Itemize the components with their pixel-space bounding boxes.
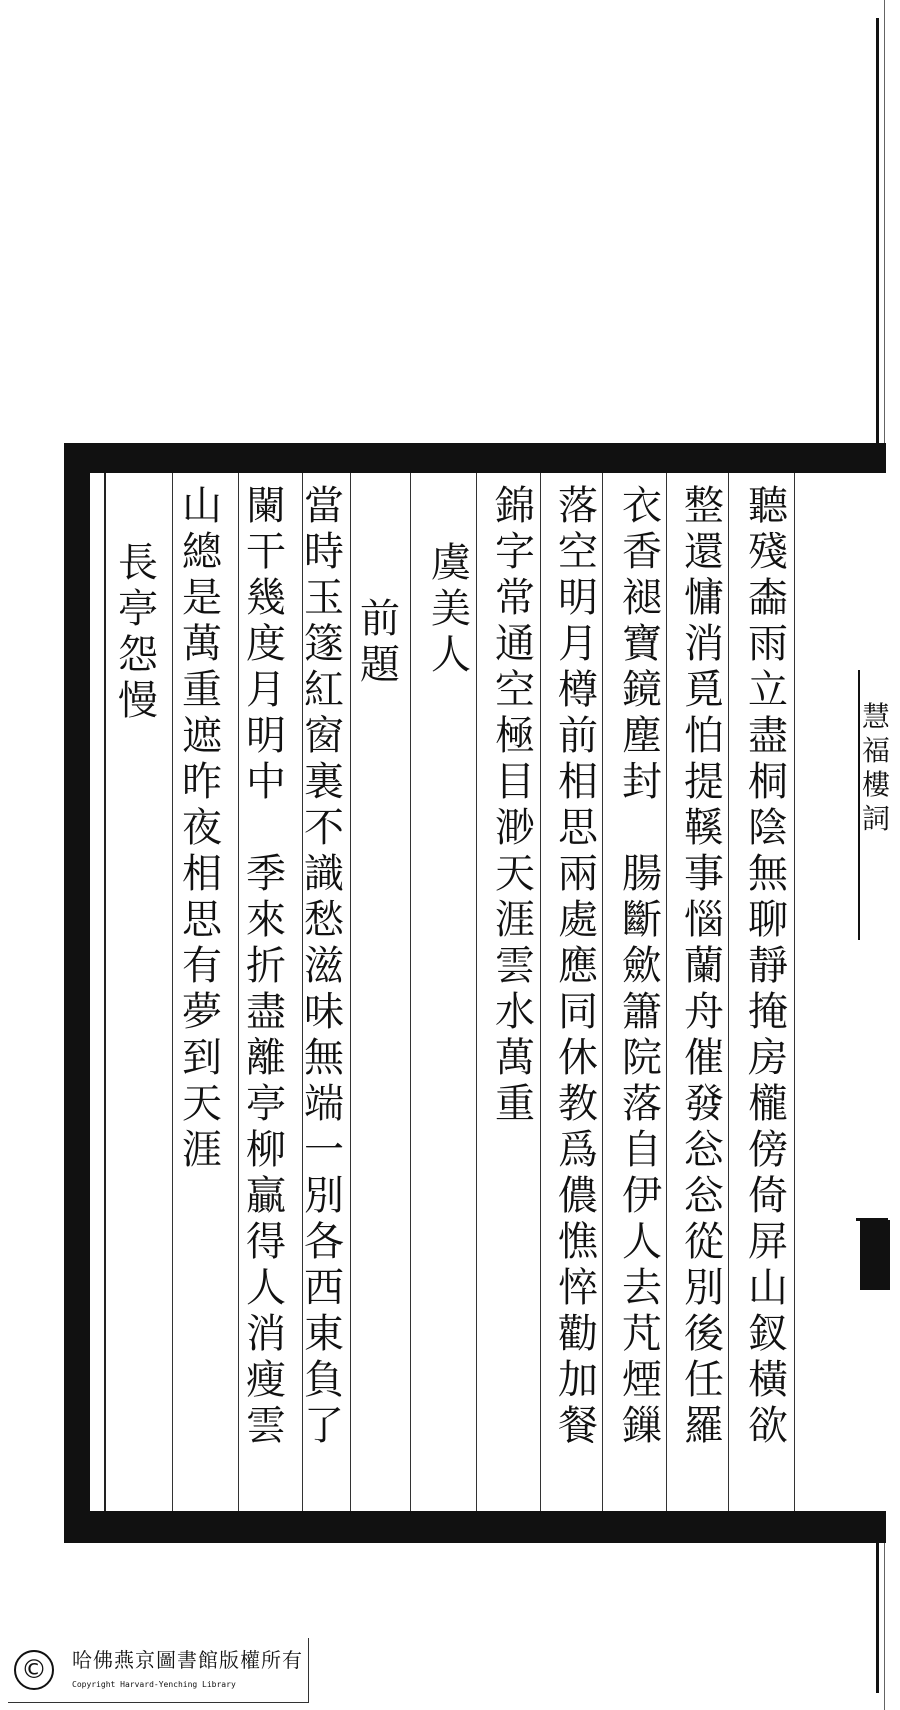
glyph: 水: [495, 989, 535, 1035]
glyph: 度: [246, 621, 286, 667]
copyright-chinese: 哈佛燕京圖書館版權所有: [72, 1648, 303, 1672]
glyph: 簫: [622, 989, 662, 1035]
glyph: 有: [182, 943, 222, 989]
glyph: 斷: [622, 897, 662, 943]
glyph: 詞: [862, 802, 891, 835]
glyph: 香: [622, 529, 662, 575]
glyph: 前: [558, 713, 598, 759]
edge-title: [862, 700, 890, 836]
glyph: 題: [360, 642, 400, 688]
glyph: 夢: [182, 989, 222, 1035]
glyph: 長: [118, 540, 158, 586]
text-column-10: [172, 483, 232, 1173]
glyph: 空: [558, 529, 598, 575]
glyph: 無: [748, 851, 788, 897]
glyph: 慢: [118, 678, 158, 724]
glyph: [619, 805, 665, 851]
glyph: 後: [684, 1311, 724, 1357]
glyph: [243, 805, 289, 851]
glyph: 教: [558, 1081, 598, 1127]
glyph: 人: [622, 1219, 662, 1265]
glyph: 天: [182, 1081, 222, 1127]
glyph: 干: [246, 529, 286, 575]
glyph: 勸: [558, 1311, 598, 1357]
glyph: 瘦: [246, 1357, 286, 1403]
glyph: 自: [622, 1127, 662, 1173]
glyph: 發: [684, 1081, 724, 1127]
glyph: 不: [304, 805, 344, 851]
glyph: 儂: [558, 1173, 598, 1219]
glyph: 消: [684, 621, 724, 667]
glyph: 雲: [246, 1403, 286, 1449]
glyph: 了: [304, 1403, 344, 1449]
glyph: 釵: [748, 1311, 788, 1357]
glyph: 山: [182, 483, 222, 529]
glyph: 涯: [182, 1127, 222, 1173]
glyph: 怨: [118, 632, 158, 678]
glyph: 西: [304, 1265, 344, 1311]
glyph: 天: [495, 851, 535, 897]
glyph: 味: [304, 989, 344, 1035]
glyph: 休: [558, 1035, 598, 1081]
glyph: 空: [495, 667, 535, 713]
glyph: 掩: [748, 989, 788, 1035]
glyph: 幾: [246, 575, 286, 621]
glyph: 衣: [622, 483, 662, 529]
glyph: 離: [246, 1035, 286, 1081]
glyph: 滋: [304, 943, 344, 989]
glyph: 褪: [622, 575, 662, 621]
glyph: 處: [558, 897, 598, 943]
glyph: 明: [246, 713, 286, 759]
glyph: 鞵: [684, 805, 724, 851]
glyph: 怕: [684, 713, 724, 759]
glyph: 整: [684, 483, 724, 529]
glyph: 靜: [748, 943, 788, 989]
glyph: 悴: [558, 1265, 598, 1311]
glyph: 闌: [246, 483, 286, 529]
glyph: 福: [862, 734, 891, 767]
text-column-9: [236, 483, 296, 1449]
glyph: 月: [558, 621, 598, 667]
glyph: 羅: [684, 1403, 724, 1449]
glyph: 亭: [246, 1081, 286, 1127]
glyph: 應: [558, 943, 598, 989]
glyph: 蘭: [684, 943, 724, 989]
glyph: 塵: [622, 713, 662, 759]
glyph: 明: [558, 575, 598, 621]
glyph: 院: [622, 1035, 662, 1081]
glyph: 重: [182, 667, 222, 713]
glyph: 聊: [748, 897, 788, 943]
glyph: 美: [431, 586, 471, 632]
glyph: 腸: [622, 851, 662, 897]
glyph: 鏁: [622, 1403, 662, 1449]
glyph: 字: [495, 529, 535, 575]
glyph: 舟: [684, 989, 724, 1035]
glyph: 錦: [495, 483, 535, 529]
glyph: 屏: [748, 1219, 788, 1265]
glyph: 伊: [622, 1173, 662, 1219]
glyph: 㮺: [748, 575, 788, 621]
copyright-icon: ©: [14, 1650, 54, 1690]
glyph: 欲: [748, 1403, 788, 1449]
glyph: 別: [684, 1265, 724, 1311]
glyph: 煙: [622, 1357, 662, 1403]
fishtail-mark-top: [856, 1200, 888, 1221]
glyph: 得: [246, 1219, 286, 1265]
glyph: 各: [304, 1219, 344, 1265]
glyph: 加: [558, 1357, 598, 1403]
fishtail-mark: [860, 1220, 890, 1290]
glyph: 思: [182, 897, 222, 943]
glyph: 盡: [748, 713, 788, 759]
glyph: 橫: [748, 1357, 788, 1403]
glyph: 消: [246, 1311, 286, 1357]
glyph: 覓: [684, 667, 724, 713]
glyph: 端: [304, 1081, 344, 1127]
glyph: 落: [558, 483, 598, 529]
glyph: 相: [558, 759, 598, 805]
glyph: 紅: [304, 667, 344, 713]
glyph: 同: [558, 989, 598, 1035]
glyph: 惱: [684, 897, 724, 943]
text-column-8: [294, 483, 354, 1449]
next-poem-title: [108, 540, 168, 724]
glyph: 前: [360, 596, 400, 642]
column-rule: [104, 473, 106, 1511]
glyph: 人: [246, 1265, 286, 1311]
glyph: 落: [622, 1081, 662, 1127]
copyright-english: Copyright Harvard-Yenching Library: [72, 1680, 236, 1689]
glyph: 虞: [431, 540, 471, 586]
glyph: 萬: [495, 1035, 535, 1081]
glyph: 慵: [684, 575, 724, 621]
glyph: 總: [182, 529, 222, 575]
glyph: 倚: [748, 1173, 788, 1219]
glyph: 一: [304, 1127, 344, 1173]
glyph: 芃: [622, 1311, 662, 1357]
glyph: 季: [246, 851, 286, 897]
glyph: 爲: [558, 1127, 598, 1173]
text-column-2: [674, 483, 734, 1449]
glyph: 重: [495, 1081, 535, 1127]
column-rule: [410, 473, 411, 1511]
glyph: 來: [246, 897, 286, 943]
glyph: 寶: [622, 621, 662, 667]
glyph: 立: [748, 667, 788, 713]
glyph: 萬: [182, 621, 222, 667]
glyph: 涯: [495, 897, 535, 943]
glyph: 別: [304, 1173, 344, 1219]
glyph: 目: [495, 759, 535, 805]
glyph: 識: [304, 851, 344, 897]
glyph: 渺: [495, 805, 535, 851]
glyph: 樽: [558, 667, 598, 713]
glyph: 餐: [558, 1403, 598, 1449]
glyph: 慧: [862, 700, 891, 733]
glyph: 盡: [246, 989, 286, 1035]
subtitle-previous-theme: [350, 596, 410, 688]
glyph: 封: [622, 759, 662, 805]
glyph: 極: [495, 713, 535, 759]
glyph: 忩: [684, 1127, 724, 1173]
glyph: 歛: [622, 943, 662, 989]
glyph: 無: [304, 1035, 344, 1081]
text-column-1: [738, 483, 798, 1449]
glyph: 傍: [748, 1127, 788, 1173]
glyph: 贏: [246, 1173, 286, 1219]
text-column-4: [548, 483, 608, 1449]
glyph: 相: [182, 851, 222, 897]
glyph: 陰: [748, 805, 788, 851]
glyph: 當: [304, 483, 344, 529]
glyph: 鏡: [622, 667, 662, 713]
glyph: 雨: [748, 621, 788, 667]
glyph: 房: [748, 1035, 788, 1081]
text-column-5: [485, 483, 545, 1127]
glyph: 忩: [684, 1173, 724, 1219]
glyph: 到: [182, 1035, 222, 1081]
glyph: 愁: [304, 897, 344, 943]
glyph: 負: [304, 1357, 344, 1403]
glyph: 常: [495, 575, 535, 621]
glyph: 人: [431, 632, 471, 678]
glyph: 山: [748, 1265, 788, 1311]
glyph: 玉: [304, 575, 344, 621]
glyph: 聽: [748, 483, 788, 529]
glyph: 還: [684, 529, 724, 575]
glyph: 通: [495, 621, 535, 667]
glyph: 折: [246, 943, 286, 989]
glyph: 憔: [558, 1219, 598, 1265]
glyph: 兩: [558, 851, 598, 897]
glyph: 桐: [748, 759, 788, 805]
glyph: 裏: [304, 759, 344, 805]
glyph: 任: [684, 1357, 724, 1403]
glyph: 提: [684, 759, 724, 805]
glyph: 殘: [748, 529, 788, 575]
glyph: 昨: [182, 759, 222, 805]
glyph: 是: [182, 575, 222, 621]
glyph: 催: [684, 1035, 724, 1081]
glyph: 篴: [304, 621, 344, 667]
glyph: 柳: [246, 1127, 286, 1173]
glyph: 亭: [118, 586, 158, 632]
glyph: 從: [684, 1219, 724, 1265]
glyph: 樓: [862, 768, 891, 801]
glyph: 雲: [495, 943, 535, 989]
glyph: 窗: [304, 713, 344, 759]
poem-title: [421, 540, 481, 678]
glyph: 中: [246, 759, 286, 805]
text-column-3: [612, 483, 672, 1449]
glyph: 時: [304, 529, 344, 575]
glyph: 東: [304, 1311, 344, 1357]
glyph: 去: [622, 1265, 662, 1311]
glyph: 事: [684, 851, 724, 897]
glyph: 夜: [182, 805, 222, 851]
glyph: 櫳: [748, 1081, 788, 1127]
glyph: 思: [558, 805, 598, 851]
glyph: 月: [246, 667, 286, 713]
glyph: 遮: [182, 713, 222, 759]
